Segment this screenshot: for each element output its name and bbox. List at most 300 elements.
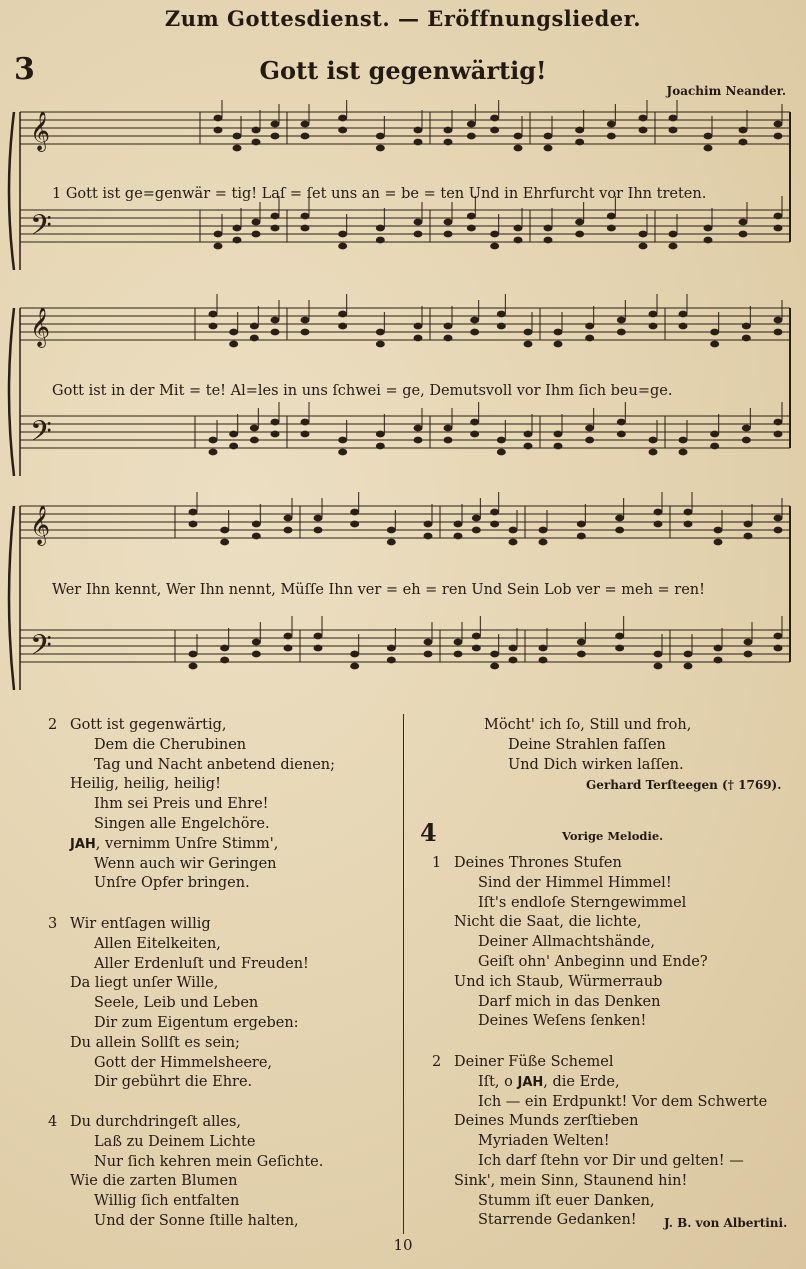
note-head xyxy=(414,219,423,226)
note-head xyxy=(376,431,385,438)
note-head xyxy=(509,645,518,652)
stanza-line: Unſre Opfer bringen. xyxy=(94,875,250,892)
note-head xyxy=(189,521,198,528)
composer-credit: Joachim Neander. xyxy=(666,84,786,98)
note-head xyxy=(607,225,616,232)
note-head xyxy=(271,419,280,426)
note-head xyxy=(444,335,453,342)
note-head xyxy=(514,145,523,152)
note-head xyxy=(414,139,423,146)
page-number: 10 xyxy=(393,1236,413,1254)
note-head xyxy=(617,419,626,426)
stanza-line: Allen Eitelkeiten, xyxy=(94,935,221,952)
note-head xyxy=(467,213,476,220)
stanza-line: Möcht' ich ſo, Still und froh, xyxy=(484,717,692,733)
note-head xyxy=(524,443,533,450)
note-head xyxy=(209,323,218,330)
note-head xyxy=(742,425,751,432)
note-head xyxy=(301,133,310,140)
note-head xyxy=(338,323,347,330)
stanza-line: 2 Deiner Füße Schemel xyxy=(454,1053,767,1073)
note-head xyxy=(301,225,310,232)
note-head xyxy=(514,225,523,232)
note-head xyxy=(490,509,499,516)
note-head xyxy=(252,651,261,658)
note-head xyxy=(774,633,783,640)
note-head xyxy=(229,341,238,348)
note-head xyxy=(271,225,280,232)
note-head xyxy=(424,639,433,646)
note-head xyxy=(669,243,678,250)
note-head xyxy=(704,225,713,232)
note-head xyxy=(301,431,310,438)
note-head xyxy=(774,329,783,336)
note-head xyxy=(639,243,648,250)
note-head xyxy=(654,651,663,658)
note-head xyxy=(252,127,261,134)
note-head xyxy=(544,133,553,140)
note-head xyxy=(444,425,453,432)
stanza-line: Iſt, o JAH, die Erde, xyxy=(478,1073,620,1090)
stanza-line: Myriaden Welten! xyxy=(478,1133,610,1150)
note-head xyxy=(387,645,396,652)
note-head xyxy=(467,133,476,140)
note-head xyxy=(739,139,748,146)
note-head xyxy=(554,431,563,438)
note-head xyxy=(470,419,479,426)
note-head xyxy=(654,521,663,528)
note-head xyxy=(189,663,198,670)
verse-number: 3 xyxy=(48,916,58,932)
stanza-line: Starrende Gedanken! xyxy=(478,1212,637,1229)
note-head xyxy=(774,431,783,438)
note-head xyxy=(575,231,584,238)
note-head xyxy=(539,539,548,546)
note-head xyxy=(350,651,359,658)
note-head xyxy=(577,521,586,528)
note-head xyxy=(704,133,713,140)
note-head xyxy=(214,231,223,238)
note-head xyxy=(554,341,563,348)
note-head xyxy=(617,329,626,336)
note-head xyxy=(424,521,433,528)
stanza-line: Geiſt ohn' Anbeginn und Ende? xyxy=(478,953,708,970)
note-head xyxy=(233,225,242,232)
note-head xyxy=(607,121,616,128)
author-credit: Gerhard Terſteegen († 1769). xyxy=(586,778,782,792)
treble-clef: 𝄞 xyxy=(30,505,51,545)
note-head xyxy=(284,515,293,522)
stanza xyxy=(432,1053,768,1231)
stanza-line: Deines Munds zerſtieben xyxy=(454,1113,639,1130)
note-head xyxy=(615,515,624,522)
note-head xyxy=(338,311,347,318)
note-head xyxy=(615,645,624,652)
note-head xyxy=(577,651,586,658)
note-head xyxy=(252,139,261,146)
stanza-line: Nur ſich kehren mein Geſichte. xyxy=(94,1153,324,1170)
stanza-line: 2 Gott ist gegenwärtig, xyxy=(70,716,335,736)
note-head xyxy=(714,645,723,652)
note-head xyxy=(714,539,723,546)
note-head xyxy=(649,449,658,456)
note-head xyxy=(577,533,586,540)
stanza-line: Dir gebührt die Ehre. xyxy=(94,1074,253,1091)
note-head xyxy=(679,323,688,330)
note-head xyxy=(744,533,753,540)
bass-clef: 𝄢 xyxy=(30,209,52,249)
note-head xyxy=(509,657,518,664)
note-head xyxy=(774,317,783,324)
note-head xyxy=(252,219,261,226)
stanza-line: Dem die Cherubinen xyxy=(94,736,247,753)
note-head xyxy=(209,311,218,318)
note-head xyxy=(742,335,751,342)
note-head xyxy=(607,133,616,140)
stanza-line: Aller Erdenluſt und Freuden! xyxy=(94,955,309,972)
note-head xyxy=(739,127,748,134)
note-head xyxy=(376,145,385,152)
stanza-line: Dir zum Eigentum ergeben: xyxy=(94,1014,299,1031)
running-header: Zum Gottesdienst. — Eröffnungslieder. xyxy=(164,6,642,31)
note-head xyxy=(271,317,280,324)
note-head xyxy=(739,231,748,238)
note-head xyxy=(524,431,533,438)
note-head xyxy=(414,437,423,444)
note-head xyxy=(649,323,658,330)
note-head xyxy=(544,225,553,232)
note-head xyxy=(714,657,723,664)
note-head xyxy=(444,139,453,146)
note-head xyxy=(387,657,396,664)
note-head xyxy=(338,243,347,250)
note-head xyxy=(284,645,293,652)
note-head xyxy=(271,329,280,336)
note-head xyxy=(615,527,624,534)
note-head xyxy=(649,437,658,444)
note-head xyxy=(710,341,719,348)
note-head xyxy=(414,335,423,342)
stanza-line: Deine Strahlen faſſen xyxy=(508,736,666,753)
note-head xyxy=(509,527,518,534)
note-head xyxy=(617,431,626,438)
note-head xyxy=(774,419,783,426)
note-head xyxy=(376,133,385,140)
note-head xyxy=(497,437,506,444)
note-head xyxy=(585,425,594,432)
stanza xyxy=(432,854,708,1032)
note-head xyxy=(250,425,259,432)
note-head xyxy=(577,639,586,646)
note-head xyxy=(744,521,753,528)
note-head xyxy=(214,127,223,134)
note-head xyxy=(544,237,553,244)
stanza-line: Gott der Himmelsheere, xyxy=(94,1054,273,1071)
note-head xyxy=(704,145,713,152)
note-head xyxy=(252,231,261,238)
stanza-line: Und Dich wirken laſſen. xyxy=(508,756,684,773)
note-head xyxy=(252,521,261,528)
note-head xyxy=(684,663,693,670)
note-head xyxy=(338,231,347,238)
note-head xyxy=(467,121,476,128)
note-head xyxy=(669,115,678,122)
note-head xyxy=(524,329,533,336)
note-head xyxy=(314,633,323,640)
note-head xyxy=(744,651,753,658)
stanza xyxy=(48,915,309,1093)
note-head xyxy=(220,527,229,534)
note-head xyxy=(414,231,423,238)
note-head xyxy=(376,225,385,232)
note-head xyxy=(233,133,242,140)
stanza-line: Sink', mein Sinn, Staunend hin! xyxy=(454,1172,688,1189)
note-head xyxy=(539,645,548,652)
note-head xyxy=(679,311,688,318)
note-head xyxy=(742,323,751,330)
note-head xyxy=(233,237,242,244)
note-head xyxy=(454,533,463,540)
note-head xyxy=(376,443,385,450)
note-head xyxy=(220,657,229,664)
note-head xyxy=(774,213,783,220)
note-head xyxy=(444,323,453,330)
note-head xyxy=(679,437,688,444)
stanza-continuation xyxy=(484,716,691,775)
note-head xyxy=(284,527,293,534)
note-head xyxy=(524,341,533,348)
stanza-line: 3 Wir entſagen willig xyxy=(70,915,309,935)
note-head xyxy=(338,449,347,456)
brace xyxy=(9,112,14,270)
note-head xyxy=(575,219,584,226)
note-head xyxy=(271,431,280,438)
verse-number: 2 xyxy=(432,1054,442,1070)
note-head xyxy=(209,449,218,456)
note-head xyxy=(679,449,688,456)
note-head xyxy=(490,651,499,658)
note-head xyxy=(684,651,693,658)
stanza-line: Laß zu Deinem Lichte xyxy=(94,1133,256,1150)
hymn-number: 4 xyxy=(420,818,437,847)
note-head xyxy=(470,317,479,324)
stanza-line: Da liegt unſer Wille, xyxy=(70,975,219,992)
note-head xyxy=(554,443,563,450)
note-head xyxy=(509,539,518,546)
note-head xyxy=(539,527,548,534)
note-head xyxy=(338,115,347,122)
note-head xyxy=(444,437,453,444)
note-head xyxy=(714,527,723,534)
note-head xyxy=(497,449,506,456)
note-head xyxy=(338,437,347,444)
melody-note: Vorige Melodie. xyxy=(562,829,664,843)
note-head xyxy=(387,539,396,546)
note-head xyxy=(615,633,624,640)
stanza-line: Stumm iſt euer Danken, xyxy=(478,1192,655,1209)
note-head xyxy=(654,509,663,516)
note-head xyxy=(490,127,499,134)
note-head xyxy=(774,515,783,522)
note-head xyxy=(350,663,359,670)
note-head xyxy=(314,645,323,652)
note-head xyxy=(554,329,563,336)
note-head xyxy=(585,437,594,444)
note-head xyxy=(214,115,223,122)
note-head xyxy=(472,515,481,522)
note-head xyxy=(472,633,481,640)
note-head xyxy=(684,509,693,516)
note-head xyxy=(220,539,229,546)
treble-clef: 𝄞 xyxy=(30,307,51,347)
note-head xyxy=(252,639,261,646)
stanza-line: Du allein Sollſt es sein; xyxy=(70,1034,240,1051)
note-head xyxy=(490,243,499,250)
note-head xyxy=(639,127,648,134)
note-head xyxy=(514,133,523,140)
author-credit: J. B. von Albertini. xyxy=(664,1216,788,1230)
note-head xyxy=(490,521,499,528)
note-head xyxy=(575,139,584,146)
note-head xyxy=(774,225,783,232)
note-head xyxy=(742,437,751,444)
stanza-line: Deines Weſens ſenken! xyxy=(478,1013,647,1030)
note-head xyxy=(376,329,385,336)
stanza-line: Ihm sei Preis und Ehre! xyxy=(94,796,269,813)
note-head xyxy=(684,521,693,528)
note-head xyxy=(497,311,506,318)
lyric-line: Wer Ihn kennt, Wer Ihn nennt, Müſſe Ihn ver = eh = ren Und Sein Lob ver = meh = ren! xyxy=(52,582,705,598)
note-head xyxy=(301,329,310,336)
stanza-line: Iſt's endloſe Sterngewimmel xyxy=(478,894,687,911)
note-head xyxy=(314,515,323,522)
note-head xyxy=(209,437,218,444)
note-head xyxy=(639,231,648,238)
stanza-line: Singen alle Engelchöre. xyxy=(94,815,270,832)
lyric-line: Gott ist in der Mit = te! Al=les in uns ſchwei = ge, Demutsvoll vor Ihm ſich beu=ge. xyxy=(52,383,673,399)
note-head xyxy=(301,121,310,128)
note-head xyxy=(250,335,259,342)
note-head xyxy=(710,431,719,438)
stanza-line: 1 Deines Thrones Stufen xyxy=(454,854,708,874)
stanza-line: Wie die zarten Blumen xyxy=(70,1173,238,1190)
note-head xyxy=(669,127,678,134)
stanza xyxy=(48,716,336,894)
note-head xyxy=(444,127,453,134)
note-head xyxy=(490,115,499,122)
stanza-line: Ich darf ſtehn vor Dir und gelten! — xyxy=(478,1152,744,1169)
stanza-line: JAH, vernimm Unſre Stimm', xyxy=(70,835,279,852)
verse-number: 4 xyxy=(48,1114,58,1130)
note-head xyxy=(414,127,423,134)
note-head xyxy=(233,145,242,152)
note-head xyxy=(585,335,594,342)
note-head xyxy=(376,237,385,244)
note-head xyxy=(387,527,396,534)
note-head xyxy=(214,243,223,250)
brace xyxy=(9,308,14,476)
note-head xyxy=(774,133,783,140)
stanza-line: Heilig, heilig, heilig! xyxy=(70,776,221,793)
note-head xyxy=(774,121,783,128)
verse-number: 1 xyxy=(432,855,442,871)
note-head xyxy=(301,419,310,426)
note-head xyxy=(301,317,310,324)
note-head xyxy=(539,657,548,664)
note-head xyxy=(639,115,648,122)
note-head xyxy=(350,509,359,516)
note-head xyxy=(271,213,280,220)
note-head xyxy=(544,145,553,152)
bass-clef: 𝄢 xyxy=(30,629,52,669)
note-head xyxy=(250,323,259,330)
note-head xyxy=(376,341,385,348)
note-head xyxy=(617,317,626,324)
note-head xyxy=(454,639,463,646)
note-head xyxy=(220,645,229,652)
note-head xyxy=(710,443,719,450)
stanza xyxy=(48,1113,324,1232)
note-head xyxy=(472,645,481,652)
note-head xyxy=(649,311,658,318)
hymn-number: 3 xyxy=(14,52,35,87)
note-head xyxy=(350,521,359,528)
note-head xyxy=(229,329,238,336)
note-head xyxy=(414,323,423,330)
note-head xyxy=(301,213,310,220)
note-head xyxy=(467,225,476,232)
note-head xyxy=(575,127,584,134)
note-head xyxy=(739,219,748,226)
note-head xyxy=(229,443,238,450)
note-head xyxy=(444,219,453,226)
note-head xyxy=(607,213,616,220)
note-head xyxy=(454,521,463,528)
note-head xyxy=(444,231,453,238)
note-head xyxy=(189,651,198,658)
note-head xyxy=(654,663,663,670)
hymn-title: Gott ist gegenwärtig! xyxy=(259,56,547,85)
note-head xyxy=(704,237,713,244)
verse-number: 2 xyxy=(48,717,58,733)
note-head xyxy=(424,533,433,540)
note-head xyxy=(470,329,479,336)
note-head xyxy=(744,639,753,646)
note-head xyxy=(669,231,678,238)
stanza-line: Nicht die Saat, die lichte, xyxy=(454,914,642,931)
stanza-line: Deiner Allmachtshände, xyxy=(478,934,655,951)
stanza-line: Und der Sonne ſtille halten, xyxy=(94,1212,299,1229)
stanza-line: Seele, Leib und Leben xyxy=(94,995,259,1012)
note-head xyxy=(338,127,347,134)
note-head xyxy=(284,633,293,640)
stanza-line: Und ich Staub, Würmerraub xyxy=(454,973,663,990)
note-head xyxy=(454,651,463,658)
stanza-line: Willig ſich entfalten xyxy=(94,1193,240,1210)
note-head xyxy=(490,663,499,670)
bass-clef: 𝄢 xyxy=(30,415,52,455)
stanza-line: Sind der Himmel Himmel! xyxy=(478,874,672,891)
note-head xyxy=(229,431,238,438)
note-head xyxy=(271,121,280,128)
note-head xyxy=(189,509,198,516)
stanza-line: Ich — ein Erdpunkt! Vor dem Schwerte xyxy=(478,1093,768,1110)
note-head xyxy=(774,645,783,652)
note-head xyxy=(497,323,506,330)
stanza-line: Tag und Nacht anbetend dienen; xyxy=(94,756,336,773)
column-divider xyxy=(403,714,404,1234)
note-head xyxy=(252,533,261,540)
